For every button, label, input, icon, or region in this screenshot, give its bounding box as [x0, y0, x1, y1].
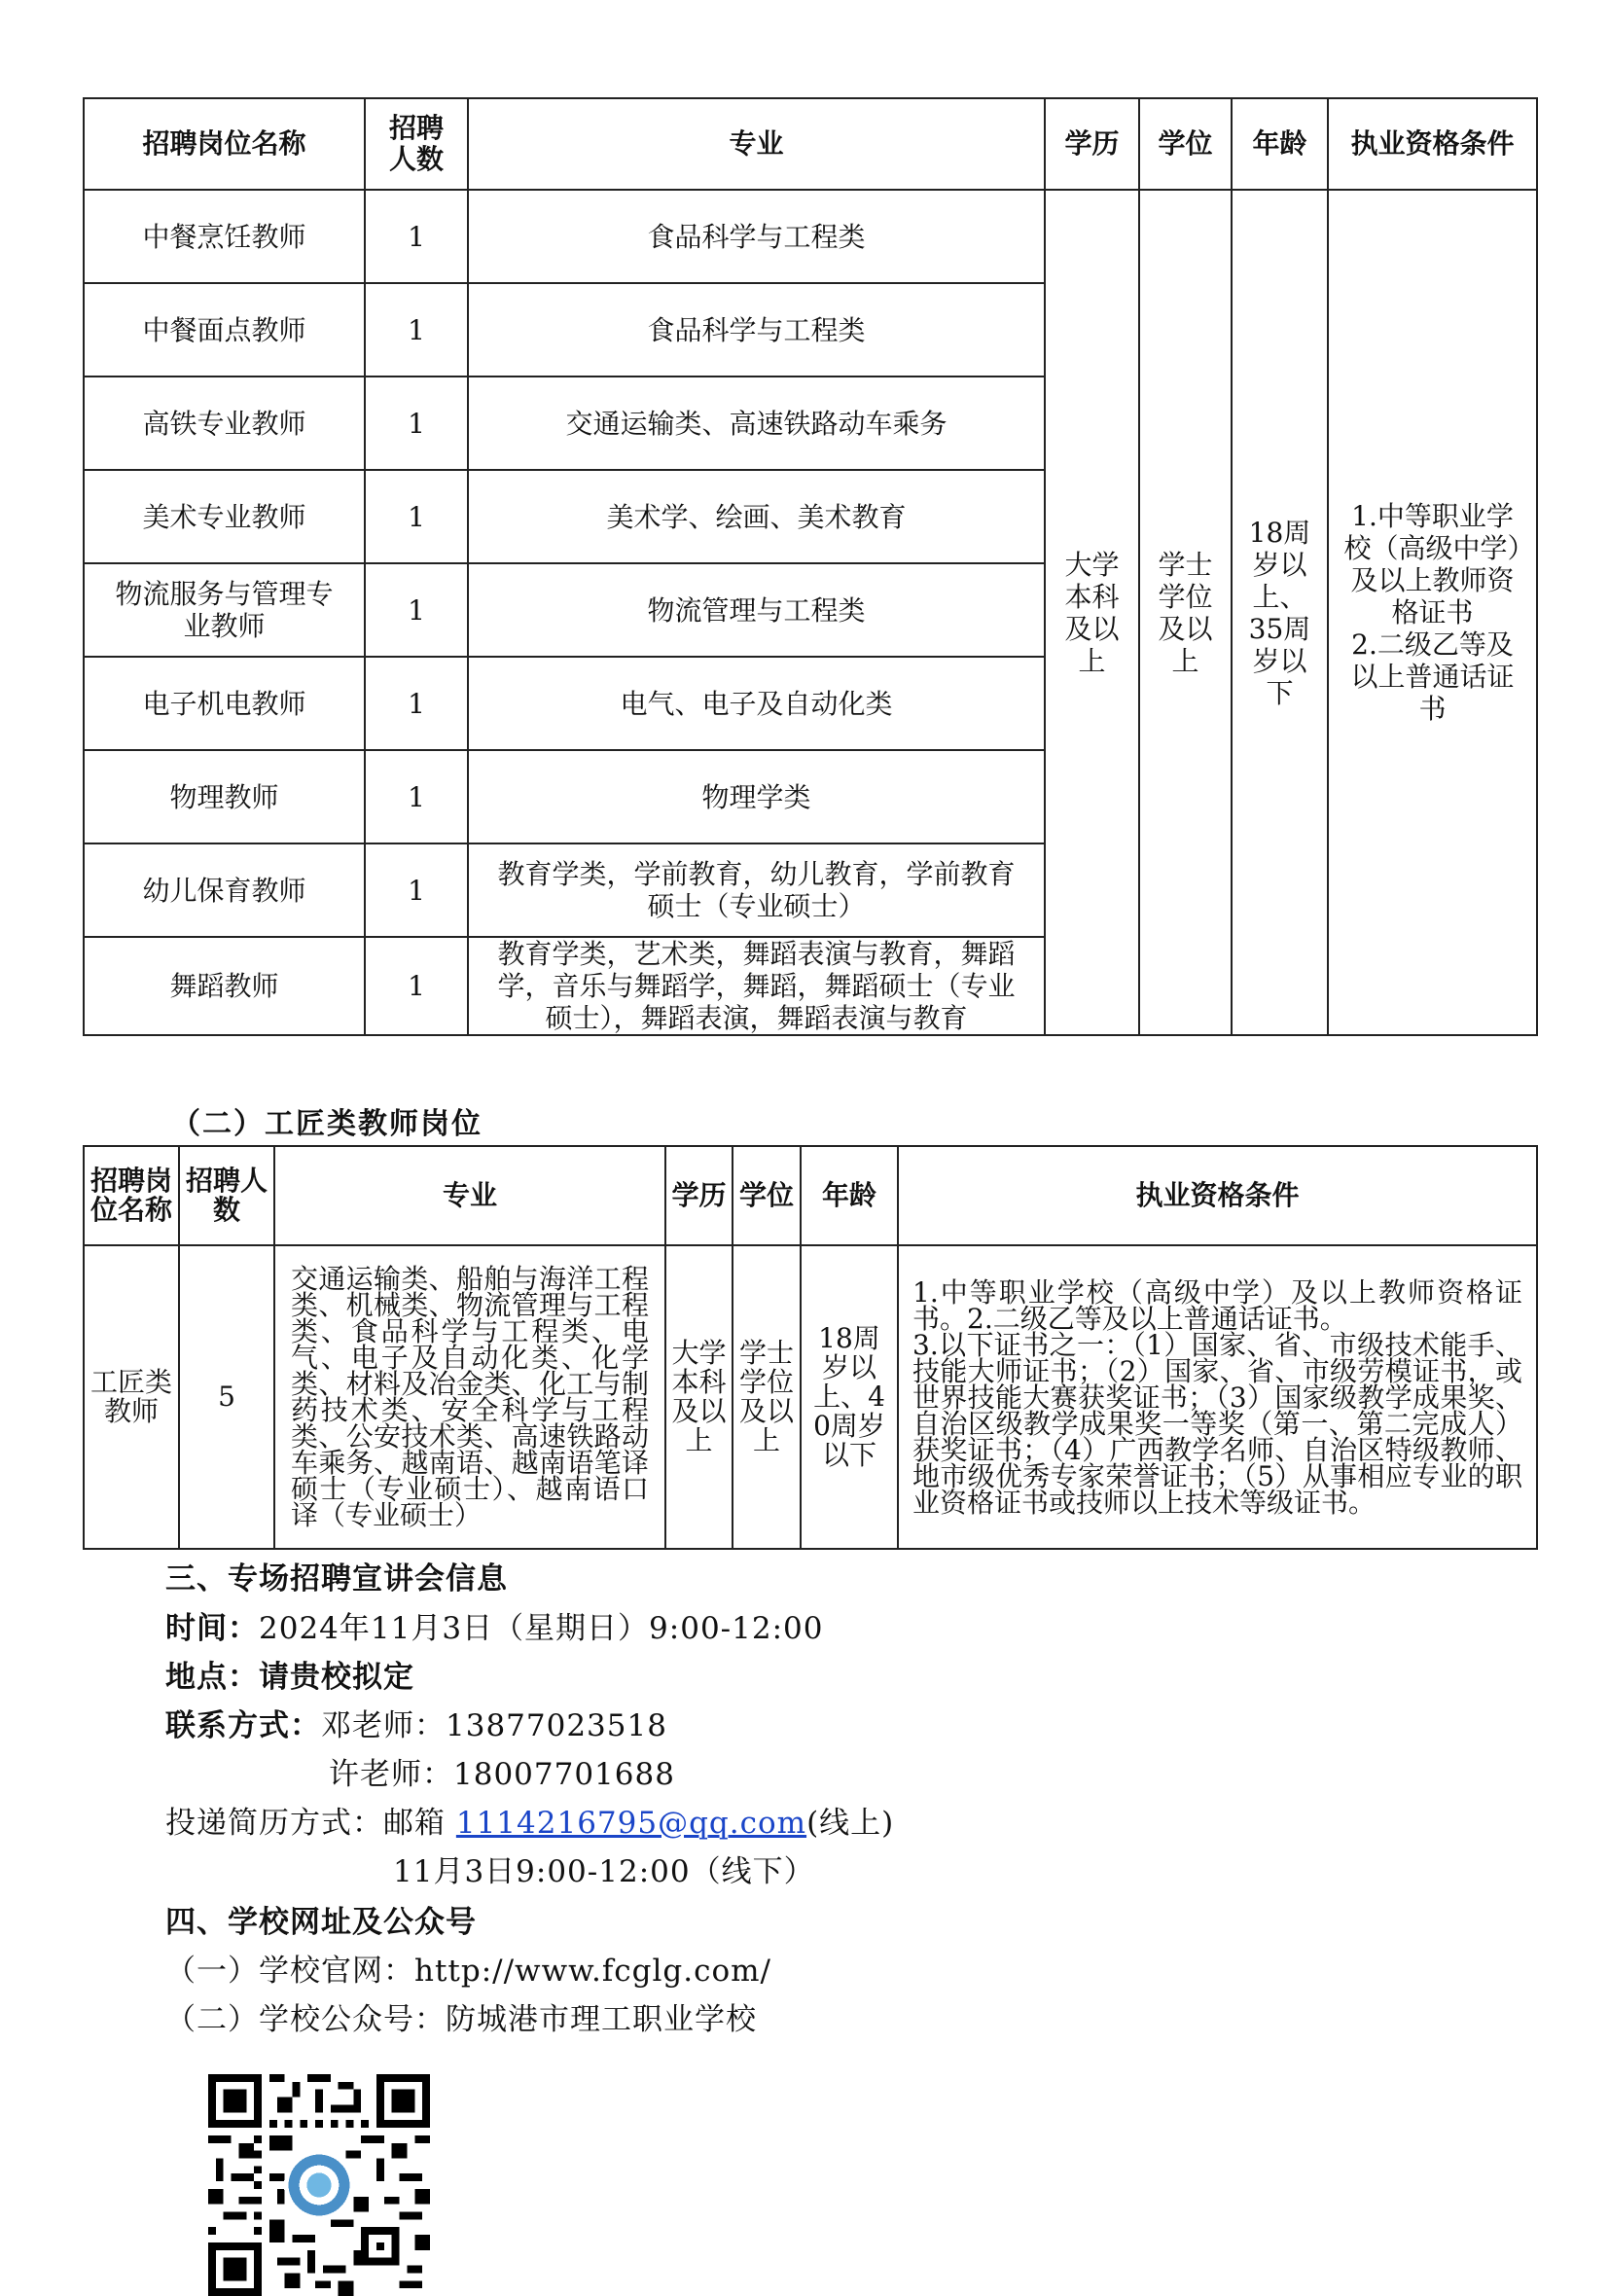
- position-name: 物理教师: [84, 750, 365, 843]
- position-major: 教育学类，学前教育，幼儿教育，学前教育硕士（专业硕士）: [468, 843, 1045, 937]
- section-title-website: 四、学校网址及公众号: [165, 1905, 477, 1940]
- contact-label: 联系方式：: [165, 1708, 321, 1743]
- header-position-name: 招聘岗位名称: [84, 1146, 179, 1245]
- position-major: 美术学、绘画、美术教育: [468, 470, 1045, 563]
- resume-email-link[interactable]: 1114216795@qq.com: [455, 1806, 807, 1841]
- position-degree: 学士学位及以上: [733, 1245, 801, 1549]
- position-name: 幼儿保育教师: [84, 843, 365, 937]
- position-qualification: [898, 1245, 1537, 1549]
- merged-qualification-text: 1.中等职业学校（高级中学）及以上教师资格证书 2.二级乙等及以上普通话证书: [1343, 500, 1521, 725]
- qr-code-image: [208, 2074, 430, 2296]
- header-count: 招聘人数: [179, 1146, 274, 1245]
- position-major: 物理学类: [468, 750, 1045, 843]
- merged-qualification: [1328, 190, 1537, 1035]
- position-count: 1: [365, 657, 468, 750]
- header-degree: 学位: [733, 1146, 801, 1245]
- website-line: （一）学校官网：http://www.fcglg.com/: [165, 1954, 771, 1989]
- merged-age: 18周岁以上、35周岁以下: [1232, 190, 1328, 1035]
- position-name: 中餐烹饪教师: [84, 190, 365, 283]
- position-name: 电子机电教师: [84, 657, 365, 750]
- merged-education: 大学本科及以上: [1045, 190, 1139, 1035]
- header-education: 学历: [665, 1146, 733, 1245]
- position-count: 1: [365, 190, 468, 283]
- time-label: 时间：: [165, 1611, 259, 1646]
- position-education: 大学本科及以上: [665, 1245, 733, 1549]
- merged-degree: 学士学位及以上: [1139, 190, 1232, 1035]
- resume-offline: 11月3日9:00-12:00（线下）: [393, 1854, 815, 1889]
- position-major: 食品科学与工程类: [468, 283, 1045, 377]
- position-age: 18周岁以上、40周岁以下: [801, 1245, 898, 1549]
- header-major: 专业: [274, 1146, 665, 1245]
- position-table-1: [83, 97, 1538, 1036]
- position-major: 交通运输类、船舶与海洋工程类、机械类、物流管理与工程类、食品科学与工程类、电气、电子及自动化类、化学类、材料及冶金类、化工与制药技术类、安全科学与工程类、公安技术类、高速铁路动车乘务、越南语、越南语笔译硕士（专业硕士）、越南语口译（专业硕士）: [274, 1245, 665, 1549]
- position-name: 美术专业教师: [84, 470, 365, 563]
- header-qualification: 执业资格条件: [1328, 98, 1537, 190]
- contact-xu: 许老师：18007701688: [329, 1757, 675, 1792]
- position-count: 1: [365, 937, 468, 1035]
- position-count: 1: [365, 377, 468, 470]
- table-row: [84, 1245, 1537, 1549]
- time-value: 2024年11月3日（星期日）9:00-12:00: [259, 1611, 824, 1646]
- position-name: 工匠类教师: [84, 1245, 179, 1549]
- section-title-presentation: 三、专场招聘宣讲会信息: [165, 1561, 508, 1596]
- position-major: 食品科学与工程类: [468, 190, 1045, 283]
- position-count: 1: [365, 750, 468, 843]
- header-age: 年龄: [801, 1146, 898, 1245]
- position-major: 物流管理与工程类: [468, 563, 1045, 657]
- position-major: 教育学类，艺术类，舞蹈表演与教育，舞蹈学，音乐与舞蹈学，舞蹈，舞蹈硕士（专业硕士），舞蹈表演，舞蹈表演与教育: [468, 937, 1045, 1035]
- place-line: [165, 1658, 414, 1697]
- header-degree: 学位: [1139, 98, 1232, 190]
- header-qualification: 执业资格条件: [898, 1146, 1537, 1245]
- header-position-name: 招聘岗位名称: [84, 98, 365, 190]
- position-name: 高铁专业教师: [84, 377, 365, 470]
- position-count: 1: [365, 470, 468, 563]
- position-name: 中餐面点教师: [84, 283, 365, 377]
- header-education: 学历: [1045, 98, 1139, 190]
- position-count: 1: [365, 283, 468, 377]
- section-title-craftsman: （二）工匠类教师岗位: [171, 1107, 483, 1141]
- place-value: 请贵校拟定: [259, 1660, 414, 1695]
- place-label: 地点：: [165, 1660, 259, 1695]
- wechat-line: （二）学校公众号：防城港市理工职业学校: [165, 2002, 757, 2037]
- contact-deng: 邓老师：13877023518: [321, 1708, 667, 1743]
- position-name: 物流服务与管理专业教师: [84, 563, 365, 657]
- resume-online: (线上): [806, 1806, 895, 1841]
- header-count: [365, 98, 468, 190]
- table-row: [84, 190, 1537, 283]
- position-major: 电气、电子及自动化类: [468, 657, 1045, 750]
- time-line: [165, 1609, 824, 1648]
- position-count: 1: [365, 843, 468, 937]
- contact-line: [165, 1706, 667, 1745]
- resume-label: 投递简历方式：邮箱: [165, 1806, 446, 1841]
- position-qualification-text: 1.中等职业学校（高级中学）及以上教师资格证书。2.二级乙等及以上普通话证书。 3.以下证书之一：（1）国家、省、市级技术能手、技能大师证书；（2）国家、省、市级劳模证书，或世界技能大赛获奖证书；（3）国家级教学成果奖、自治区级教学成果奖一等奖（第一、第二完成人）获奖证书；（4）广西教学名师、自治区特级教师、地市级优秀专家荣誉证书；（5）从事相应专业的职业资格证书或技师以上技术等级证书。: [912, 1275, 1522, 1519]
- position-count: 1: [365, 563, 468, 657]
- header-major: 专业: [468, 98, 1045, 190]
- position-table-2: [83, 1145, 1538, 1550]
- position-major: 交通运输类、高速铁路动车乘务: [468, 377, 1045, 470]
- header-count-text: 招聘 人数: [388, 112, 444, 175]
- header-age: 年龄: [1232, 98, 1328, 190]
- position-name: 舞蹈教师: [84, 937, 365, 1035]
- position-count: 5: [179, 1245, 274, 1549]
- resume-line: [165, 1804, 894, 1843]
